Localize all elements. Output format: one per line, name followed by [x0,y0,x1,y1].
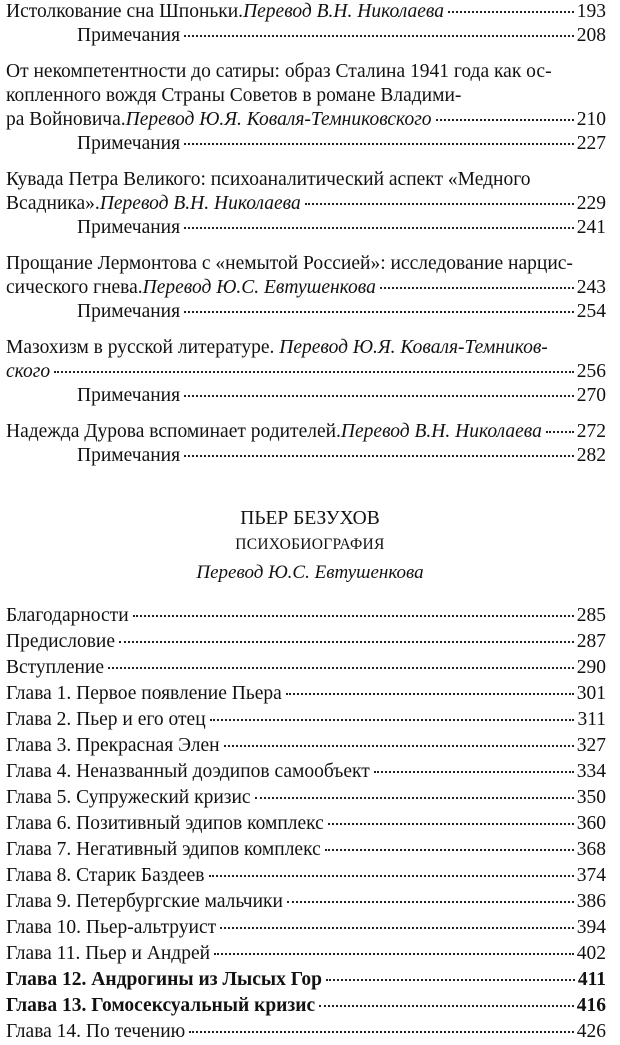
page-number: 411 [577,969,606,990]
toc-entry[interactable] [6,420,606,444]
chapter-label: Глава 3. Прекрасная Элен [6,735,220,756]
entry-translator: Перевод В.Н. Николаева [99,193,301,214]
dot-leader [184,143,574,145]
entry-title: Истолкование сна Шпоньки. [6,1,244,22]
section-subtitle: ПСИХОБИОГРАФИЯ [235,536,385,553]
chapter-entry[interactable] [6,629,606,655]
chapter-label: Вступление [6,657,105,678]
dot-leader [184,227,574,229]
page-number: 285 [576,605,606,626]
toc-entry[interactable] [6,360,606,384]
dot-leader [436,119,574,121]
page-number: 394 [576,917,606,938]
chapter-label: Глава 12. Андрогины из Лысых Гор [6,969,322,990]
entry-translator: Перевод В.Н. Николаева [243,1,444,22]
section-translator: Перевод Ю.С. Евтушенкова [196,562,424,583]
dot-leader [286,693,574,695]
entry-title-line: От некомпетентности до сатиры: образ Сталина 1941 года как ос- [6,61,552,82]
entry-title-line [6,336,606,360]
notes-entry[interactable] [77,132,606,156]
page-number: 374 [576,865,606,886]
section-title: ПЬЕР БЕЗУХОВ [240,508,380,529]
chapter-label: Глава 10. Пьер-альтруист [6,917,217,938]
chapter-list [6,603,606,1045]
chapter-entry[interactable] [6,707,606,733]
dot-leader [133,615,574,617]
chapter-entry[interactable] [6,915,606,941]
page-number: 416 [576,995,606,1016]
dot-leader [328,823,574,825]
dot-leader [214,953,574,955]
notes-label: Примечания [77,445,181,466]
chapter-entry[interactable] [6,811,606,837]
chapter-entry[interactable] [6,733,606,759]
toc-entry[interactable] [6,108,606,132]
entry-title-line: копленного вождя Страны Советов в романе Владими- [6,85,462,106]
page-number: 287 [576,631,606,652]
dot-leader [184,455,574,457]
entry-translator: ского [6,361,51,382]
entry-title: сического гнева. [6,277,143,298]
notes-label: Примечания [77,25,181,46]
page-number: 386 [576,891,606,912]
toc-entry[interactable] [6,0,606,24]
entry-title: Мазохизм в русской литературе. [6,337,280,358]
notes-label: Примечания [77,133,181,154]
notes-entry[interactable] [77,216,606,240]
entry-title: Надежда Дурова вспоминает родителей. [6,421,341,442]
chapter-entry[interactable] [6,785,606,811]
dot-leader [255,797,574,799]
notes-entry[interactable] [77,444,606,468]
page-number: 229 [576,193,606,214]
chapter-label: Глава 5. Супружеский кризис [6,787,251,808]
dot-leader [319,1005,574,1007]
page-number: 208 [576,25,606,46]
dot-leader [305,203,574,205]
chapter-entry[interactable] [6,681,606,707]
notes-label: Примечания [77,217,181,238]
chapter-label: Глава 13. Гомосексуальный кризис [6,995,316,1016]
chapter-entry[interactable] [6,603,606,629]
page-number: 301 [576,683,606,704]
dot-leader [209,875,574,877]
dot-leader [448,11,574,13]
chapter-label: Глава 6. Позитивный эдипов комплекс [6,813,324,834]
chapter-label: Глава 9. Петербургские мальчики [6,891,283,912]
entry-title-line: Кувада Петра Великого: психоаналитический аспект «Медного [6,169,531,190]
dot-leader [220,927,574,929]
toc-entry[interactable] [6,192,606,216]
chapter-entry[interactable] [6,863,606,889]
dot-leader [380,287,574,289]
page-number: 350 [576,787,606,808]
notes-entry[interactable] [77,24,606,48]
dot-leader [184,35,574,37]
notes-label: Примечания [77,385,181,406]
dot-leader [119,641,574,643]
entry-translator: Перевод В.Н. Николаева [340,421,542,442]
chapter-entry[interactable] [6,941,606,967]
chapter-entry[interactable] [6,655,606,681]
page-number: 210 [576,109,606,130]
chapter-label: Глава 1. Первое появление Пьера [6,683,282,704]
page-number: 426 [576,1021,606,1042]
chapter-label: Глава 8. Старик Баздеев [6,865,205,886]
page-number: 243 [576,277,606,298]
chapter-entry[interactable] [6,967,606,993]
dot-leader [325,849,574,851]
chapter-entry[interactable] [6,1019,606,1045]
page-number: 402 [576,943,606,964]
page-number: 311 [577,709,606,730]
toc-entry[interactable] [6,276,606,300]
chapter-entry[interactable] [6,889,606,915]
chapter-entry[interactable] [6,993,606,1019]
page-number: 256 [576,361,606,382]
page-number: 272 [576,421,606,442]
entry-title: ра Войновича. [6,109,126,130]
chapter-entry[interactable] [6,837,606,863]
page-number: 360 [576,813,606,834]
page-number: 327 [576,735,606,756]
dot-leader [108,667,574,669]
dot-leader [326,979,575,981]
dot-leader [189,1031,574,1033]
chapter-label: Глава 11. Пьер и Андрей [6,943,211,964]
chapter-label: Глава 7. Негативный эдипов комплекс [6,839,321,860]
dot-leader [184,395,574,397]
dot-leader [54,371,574,373]
chapter-label: Глава 4. Неназванный доэдипов самообъект [6,761,370,782]
page-number: 282 [576,445,606,466]
entry-translator: Перевод Ю.Я. Коваля-Темников- [279,337,548,358]
page-number: 270 [576,385,606,406]
page-number: 368 [576,839,606,860]
entry-translator: Перевод Ю.С. Евтушенкова [142,277,376,298]
dot-leader [546,431,574,433]
chapter-label: Глава 2. Пьер и его отец [6,709,206,730]
dot-leader [210,719,575,721]
notes-entry[interactable] [77,300,606,324]
page-number: 290 [576,657,606,678]
dot-leader [184,311,574,313]
page-number: 227 [576,133,606,154]
dot-leader [374,771,574,773]
notes-label: Примечания [77,301,181,322]
page-number: 193 [576,1,606,22]
page-number: 334 [576,761,606,782]
page-number: 254 [576,301,606,322]
chapter-label: Предисловие [6,631,116,652]
chapter-entry[interactable] [6,759,606,785]
entry-title: Всадника». [6,193,100,214]
dot-leader [287,901,574,903]
chapter-label: Благодарности [6,605,129,626]
chapter-label: Глава 14. По течению [6,1021,186,1042]
page-number: 241 [576,217,606,238]
entry-translator: Перевод Ю.Я. Коваля-Темниковского [125,109,432,130]
dot-leader [224,745,574,747]
notes-entry[interactable] [77,384,606,408]
entry-title-line: Прощание Лермонтова с «немытой Россией»: исследование нарцис- [6,253,573,274]
